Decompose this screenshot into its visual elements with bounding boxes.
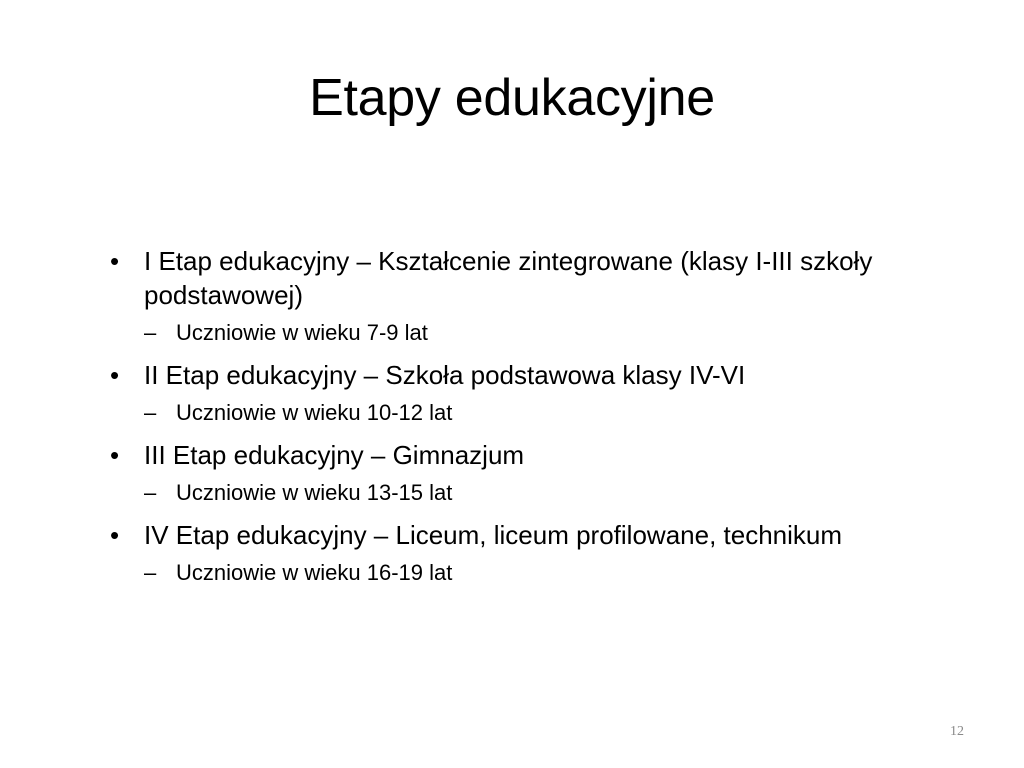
sub-item-3 — [144, 478, 930, 508]
sub-item-text: Uczniowie w wieku 10-12 lat — [176, 400, 453, 425]
dash-icon: – — [144, 480, 157, 505]
slide-number: 12 — [950, 724, 964, 739]
sub-list — [144, 398, 930, 428]
sub-list — [144, 558, 930, 588]
bullet-text: II Etap edukacyjny – Szkoła podstawowa klasy IV-VI — [144, 360, 746, 390]
bullet-text: IV Etap edukacyjny – Liceum, liceum profilowane, technikum — [144, 520, 843, 550]
sub-item-4 — [144, 558, 930, 588]
bullet-text: I Etap edukacyjny – Kształcenie zintegrowane (klasy I-III szkoły podstawowej) — [144, 246, 873, 310]
sub-list — [144, 318, 930, 348]
bullet-icon: • — [110, 520, 120, 550]
bullet-icon: • — [110, 246, 120, 276]
sub-list — [144, 478, 930, 508]
dash-icon: – — [144, 320, 157, 345]
slide-title: Etapy edukacyjne — [309, 69, 715, 127]
dash-icon: – — [144, 560, 157, 585]
sub-item-text: Uczniowie w wieku 13-15 lat — [176, 480, 453, 505]
bullet-list — [110, 244, 930, 598]
bullet-item-3 — [110, 438, 930, 508]
bullet-icon: • — [110, 440, 120, 470]
bullet-item-1 — [110, 244, 930, 348]
sub-item-1 — [144, 318, 930, 348]
bullet-item-4 — [110, 518, 930, 588]
sub-item-2 — [144, 398, 930, 428]
bullet-text: III Etap edukacyjny – Gimnazjum — [144, 440, 525, 470]
sub-item-text: Uczniowie w wieku 7-9 lat — [176, 320, 428, 345]
dash-icon: – — [144, 400, 157, 425]
bullet-item-2 — [110, 358, 930, 428]
bullet-icon: • — [110, 360, 120, 390]
sub-item-text: Uczniowie w wieku 16-19 lat — [176, 560, 453, 585]
